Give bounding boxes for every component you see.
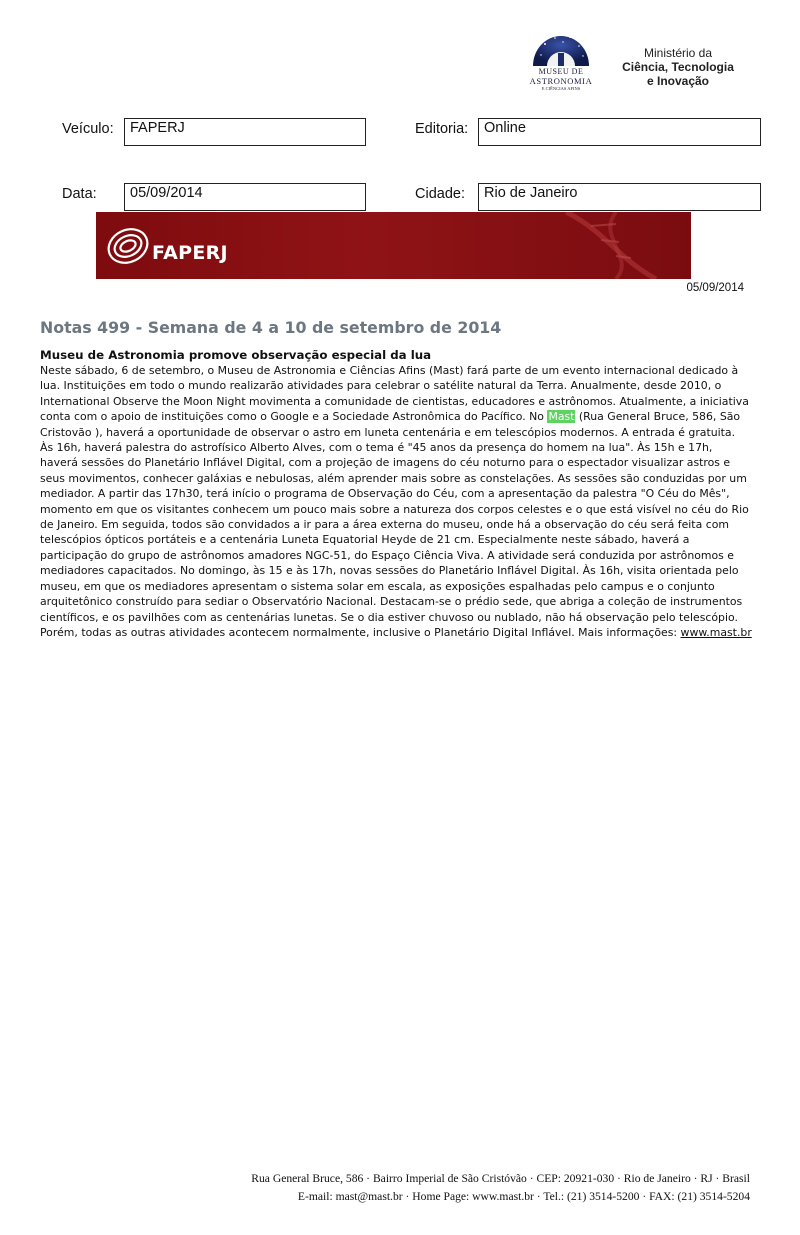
article-line: International Observe the Moon Night movimenta a comunidade de cientistas, educadores e astrônomos. Atualmente, a iniciativa bbox=[40, 394, 749, 408]
notes-title: Notas 499 - Semana de 4 a 10 de setembro de 2014 bbox=[40, 318, 502, 337]
footer-line1: Rua General Bruce, 586 · Bairro Imperial de São Cristóvão · CEP: 20921-030 · Rio de Janeiro · RJ · Brasil bbox=[251, 1172, 750, 1185]
article-line: telescópios ópticos portáteis e a centenária Luneta Equatorial Heyde de 21 cm. Especialmente neste sábado, haverá a bbox=[40, 533, 690, 547]
editoria-label: Editoria: bbox=[415, 121, 469, 137]
observatory-dome-icon bbox=[525, 28, 597, 68]
ministry-line3: e Inovação bbox=[646, 74, 710, 88]
mast-logo-line3: E CIÊNCIAS AFINS bbox=[541, 86, 581, 91]
article-line: haverá sessões do Planetário Inflável Digital, com a projeção de imagens do céu noturno para o espectador visualizar astros e bbox=[40, 456, 731, 470]
article-heading: Museu de Astronomia promove observação especial da lua bbox=[40, 348, 432, 362]
data-field: 05/09/2014 bbox=[124, 183, 366, 211]
footer-address bbox=[150, 1170, 750, 1206]
faperj-banner bbox=[96, 212, 691, 279]
article-line: de Janeiro. Em seguida, todos são convidados a ir para a área externa do museu, onde há a observação do céu será feita com bbox=[40, 518, 729, 532]
article-line-segment: (Rua General Bruce, 586, São bbox=[575, 410, 741, 424]
veiculo-label: Veículo: bbox=[62, 121, 114, 137]
article-line: lua. Instituições em todo o mundo realizarão atividades para celebrar o satélite natural da Terra. Anualmente, desde 2010, o bbox=[40, 379, 722, 393]
article-line-mast bbox=[40, 409, 750, 424]
ministry-logo bbox=[608, 46, 748, 88]
article-line: arquitetônico construído para sediar o Observatório Nacional. Destacam-se o prédio sede, que abriga a coleção de instrumentos bbox=[40, 595, 743, 609]
article-line: mediadores capacitados. No domingo, às 15 e às 17h, novas sessões do Planetário Inflável Digital. Às 16h, visita orientada pelo bbox=[40, 564, 739, 578]
footer-line2: E-mail: mast@mast.br · Home Page: www.mast.br · Tel.: (21) 3514-5200 · FAX: (21) 3514-5204 bbox=[297, 1190, 750, 1203]
article-body bbox=[40, 363, 750, 640]
ministry-line2: Ciência, Tecnologia bbox=[622, 60, 734, 74]
cidade-field: Rio de Janeiro bbox=[478, 183, 761, 211]
article-line: Cristovão ), haverá a oportunidade de observar o astro em luneta centenária e em telescópios modernos. A entrada é gratuita. bbox=[40, 425, 736, 439]
veiculo-field: FAPERJ bbox=[124, 118, 366, 146]
mast-logo-line1: MUSEU DE bbox=[538, 67, 584, 76]
cidade-label: Cidade: bbox=[415, 186, 465, 202]
faperj-brand: FAPERJ bbox=[152, 242, 228, 264]
article-line: Neste sábado, 6 de setembro, o Museu de Astronomia e Ciências Afins (Mast) fará parte de um evento internacional dedicado à bbox=[40, 364, 739, 377]
mast-website-link[interactable]: www.mast.br bbox=[680, 625, 752, 639]
article-date: 05/09/2014 bbox=[686, 282, 744, 294]
data-label: Data: bbox=[62, 186, 97, 202]
ministry-line1: Ministério da bbox=[643, 46, 713, 60]
article-line: científicos, e os pavilhões com as centenárias lunetas. Se o dia estiver chuvoso ou nublado, não há observação pelo telescópio. bbox=[40, 610, 738, 624]
article-line: participação do grupo de astrônomos amadores NGC-51, do Espaço Ciência Viva. A atividade será conduzida por astrônomos e bbox=[40, 548, 735, 562]
mast-highlight: Mast bbox=[548, 410, 575, 424]
article-line: Às 16h, haverá palestra do astrofísico Alberto Alves, com o tema é "45 anos da presença do homem na lua". Às 15h e 17h, bbox=[40, 441, 713, 455]
article-line-segment: conta com o apoio de instituições como o Google e a Sociedade Astronômica do Pacífico. No bbox=[40, 410, 548, 424]
article-line-last bbox=[40, 625, 750, 640]
article-line: mediador. A partir das 17h30, terá início o programa de Observação do Céu, com a apresentação da palestra "O Céu do Mês", bbox=[40, 487, 730, 501]
mast-logo-line2: ASTRONOMIA bbox=[529, 76, 593, 86]
editoria-field: Online bbox=[478, 118, 761, 146]
faperj-logo-icon bbox=[104, 220, 152, 270]
article-line: museu, em que os mediadores apresentam o sistema solar em escala, as exposições espalhadas pelo campus e o conjunto bbox=[40, 579, 715, 593]
mast-logo bbox=[525, 28, 597, 96]
article-line-segment: Porém, todas as outras atividades acontecem normalmente, inclusive o Planetário Digital Inflável. Mais informações: bbox=[40, 625, 681, 639]
article-line: momento em que os visitantes conhecem um pouco mais sobre a natureza dos corpos celestes e o que está visível no céu do Rio bbox=[40, 502, 749, 516]
article-line: seus movimentos, conhecer galáxias e nebulosas, além aprender mais sobre as constelações. As sessões são conduzidas por um bbox=[40, 471, 747, 485]
